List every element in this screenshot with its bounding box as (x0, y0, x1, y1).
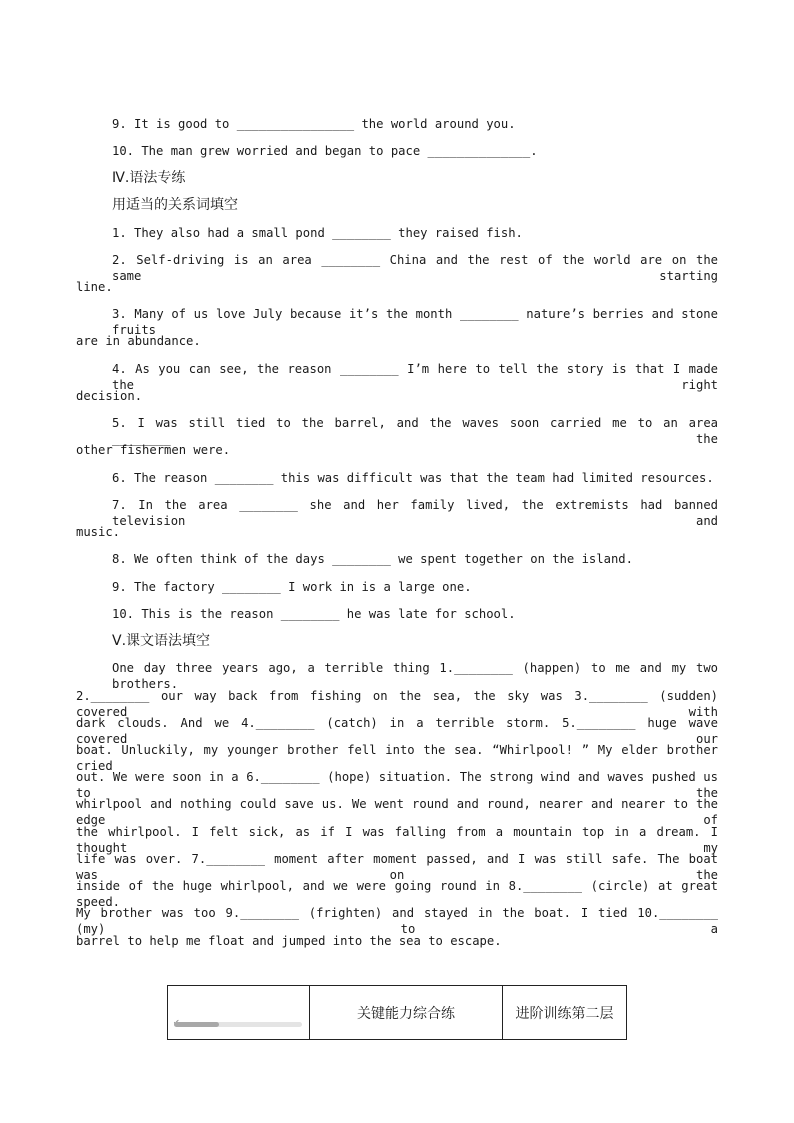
grammar-item-4: 4. As you can see, the reason ________ I’m here to tell the story is that I made the right (112, 362, 718, 392)
grammar-item-9: 9. The factory ________ I work in is a large one. (112, 580, 472, 594)
passage-line-6: whirlpool and nothing could save us. We went round and round, nearer and nearer to the edge of (76, 797, 718, 827)
banner-title-cell: 关键能力综合练 (310, 986, 503, 1039)
section-4-heading: Ⅳ.语法专练 (112, 170, 186, 186)
section-4-instruction: 用适当的关系词填空 (112, 197, 238, 213)
section-banner-table (167, 985, 627, 1040)
exercise-line-10: 10. The man grew worried and began to pace ______________. (112, 144, 538, 158)
grammar-item-8: 8. We often think of the days ________ we spent together on the island. (112, 552, 633, 566)
passage-line-11: barrel to help me float and jumped into the sea to escape. (76, 934, 502, 948)
passage-line-1: One day three years ago, a terrible thing 1.________ (happen) to me and my two brothers. (112, 661, 718, 691)
grammar-item-3: 3. Many of us love July because it’s the month ________ nature’s berries and stone fruits (112, 307, 718, 337)
banner-level-cell: 进阶训练第二层 (515, 1005, 614, 1022)
passage-line-7: the whirlpool. I felt sick, as if I was falling from a mountain top in a dream. I thought my (76, 825, 718, 855)
passage-line-3: dark clouds. And we 4.________ (catch) in a terrible storm. 5.________ huge wave covered our (76, 716, 718, 746)
passage-line-2: 2.________ our way back from fishing on the sea, the sky was 3.________ (sudden) covered with (76, 689, 718, 719)
grammar-item-5: 5. I was still tied to the barrel, and the waves soon carried me to an area ________ the (112, 416, 718, 446)
grammar-item-7: 7. In the area ________ she and her family lived, the extremists had banned television and (112, 498, 718, 528)
progress-bar-fill (174, 1022, 219, 1027)
passage-line-9: inside of the huge whirlpool, and we were going round in 8.________ (circle) at great speed. (76, 879, 718, 909)
passage-line-4: boat. Unluckily, my younger brother fell into the sea. “Whirlpool! ” My elder brother cried (76, 743, 718, 773)
progress-bar (174, 1022, 302, 1027)
grammar-item-1: 1. They also had a small pond ________ they raised fish. (112, 226, 523, 240)
grammar-item-7-cont: music. (76, 525, 121, 539)
grammar-item-6: 6. The reason ________ this was difficult was that the team had limited resources. (112, 471, 714, 485)
grammar-item-3-cont: are in abundance. (76, 334, 201, 348)
passage-line-10: My brother was too 9.________ (frighten) and stayed in the boat. I tied 10.________ (my) to a (76, 906, 718, 936)
grammar-item-2: 2. Self-driving is an area ________ China and the rest of the world are on the same starting (112, 253, 718, 283)
grammar-item-4-cont: decision. (76, 389, 143, 403)
grammar-item-5-cont: other fishermen were. (76, 443, 231, 457)
passage-line-8: life was over. 7.________ moment after moment passed, and I was still safe. The boat was on the (76, 852, 718, 882)
section-5-heading: Ⅴ.课文语法填空 (112, 633, 211, 649)
grammar-item-10: 10. This is the reason ________ he was late for school. (112, 607, 516, 621)
progress-cell (168, 986, 310, 1039)
grammar-item-2-cont: line. (76, 280, 113, 294)
exercise-line-9: 9. It is good to ________________ the world around you. (112, 117, 516, 131)
passage-line-5: out. We were soon in a 6.________ (hope) situation. The strong wind and waves pushed us to the (76, 770, 718, 800)
